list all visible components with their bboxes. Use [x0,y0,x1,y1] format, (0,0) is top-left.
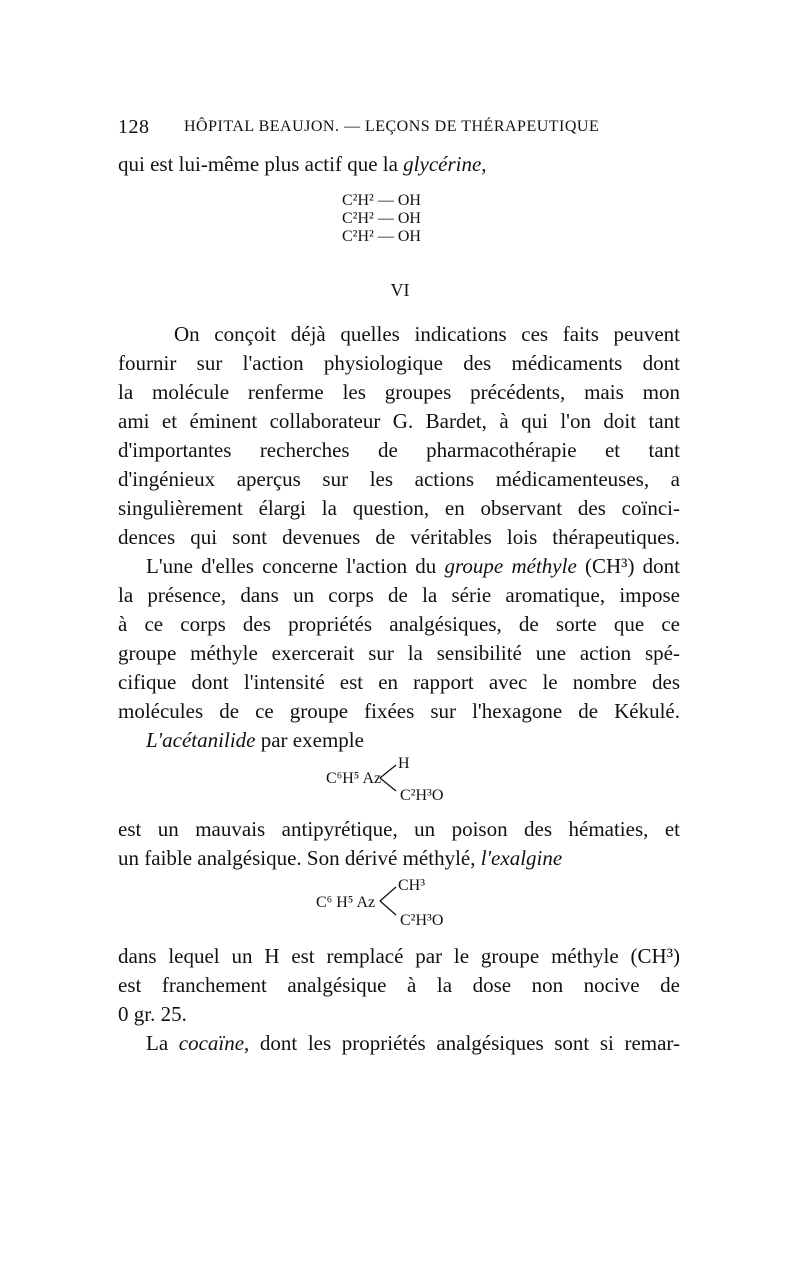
glycerine-term: glycérine [403,152,482,176]
exalgine-term: l'exalgine [480,846,563,870]
paragraph-5: La cocaïne, dont les propriétés analgésiques sont si remar- [146,1031,680,1055]
running-header [118,116,680,138]
bond-lines [380,763,400,793]
cocaine-term: cocaïne [178,1031,245,1055]
running-title: HÔPITAL BEAUJON. — LEÇONS DE THÉRAPEUTIQUE [184,118,600,135]
acetanilide-term: L'acétanilide [146,728,256,752]
section-heading: VI [390,280,410,300]
intro-line: qui est lui-même plus actif que la glycérine, [118,152,487,176]
bond-lines [380,885,400,917]
methyl-group-term: groupe méthyle [444,554,577,578]
glycerine-formula: C²H² — OH C²H² — OH C²H² — OH [342,192,421,245]
page-number: 128 [118,116,150,138]
